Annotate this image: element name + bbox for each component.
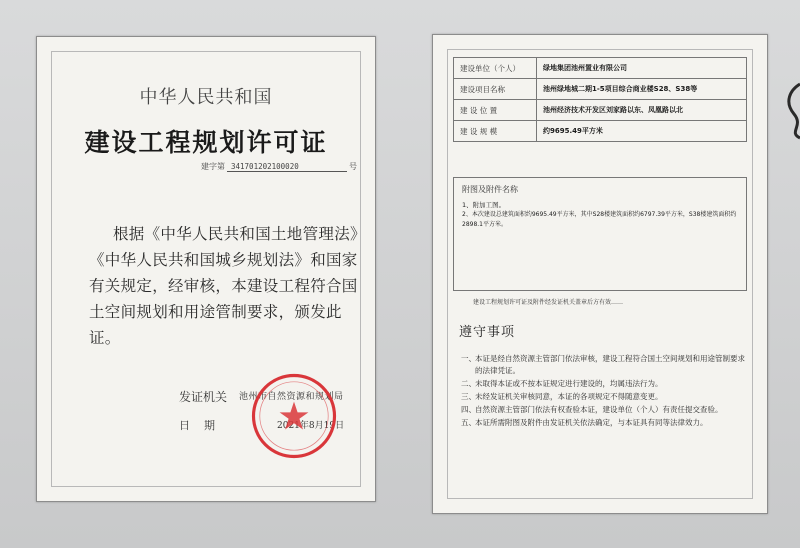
list-item — [461, 353, 751, 377]
item-number: 二、 — [461, 379, 476, 388]
row-label: 建设单位（个人） — [454, 58, 537, 79]
official-seal-icon — [249, 371, 339, 461]
cert-no-value: 341701202100020 — [227, 162, 347, 172]
row-value: 池州经济技术开发区刘家路以东、凤凰路以北 — [537, 100, 747, 121]
row-label: 建 设 规 模 — [454, 121, 537, 142]
attachment-line: 2、本次建设总建筑面积约9695.49平方米，其中S28楼建筑面积约6797.39平方米，S38楼建筑面积约2898.1平方米。 — [462, 211, 737, 228]
validity-note: 建设工程规划许可证及附件经发证机关盖章后方有效…… — [473, 299, 624, 306]
row-value: 约9695.49平方米 — [537, 121, 747, 142]
notice-list — [461, 353, 751, 430]
item-number: 四、 — [461, 405, 476, 414]
cert-no-suffix: 号 — [349, 162, 357, 171]
country-name: 中华人民共和国 — [139, 87, 273, 108]
date-label: 日期 — [179, 419, 229, 432]
attachment-header: 附图及附件名称 — [462, 185, 518, 194]
item-text: 未取得本证或不按本证规定进行建设的，均属违法行为。 — [475, 379, 663, 388]
item-number: 三、 — [461, 392, 476, 401]
issue-date: 2021年8月19日 — [277, 421, 345, 431]
attachment-line: 1、附加工图。 — [462, 201, 506, 209]
table-row — [454, 121, 747, 142]
project-info-table — [453, 57, 747, 142]
certificate-title: 建设工程规划许可证 — [84, 128, 328, 157]
row-label: 建 设 位 置 — [454, 100, 537, 121]
list-item — [461, 417, 751, 429]
certificate-detail-page — [432, 34, 768, 514]
item-number: 五、 — [461, 418, 476, 427]
row-value: 池州绿地城二期1-5项目综合商业楼S28、S38等 — [537, 79, 747, 100]
certificate-cover-page — [36, 36, 376, 502]
item-number: 一、 — [461, 354, 476, 363]
table-row — [454, 100, 747, 121]
row-label: 建设项目名称 — [454, 79, 537, 100]
issuer-name: 池州市自然资源和规划局 — [239, 392, 344, 402]
table-row — [454, 58, 747, 79]
item-text: 本证所需附图及附件由发证机关依法确定，与本证具有同等法律效力。 — [475, 418, 708, 427]
item-text: 未经发证机关审核同意，本证的各项规定不得随意变更。 — [475, 392, 663, 401]
item-text: 自然资源主管部门依法有权查验本证，建设单位（个人）有责任提交查验。 — [475, 405, 723, 414]
row-value: 绿地集团池州置业有限公司 — [537, 58, 747, 79]
item-text: 本证是经自然资源主管部门依法审核，建设工程符合国土空间规划和用途管制要求的法律凭证。 — [475, 354, 745, 375]
attachment-box — [453, 177, 747, 291]
issuer-label: 发证机关 — [179, 390, 228, 404]
cable-icon — [776, 80, 800, 140]
notice-title: 遵守事项 — [459, 325, 516, 340]
list-item — [461, 391, 751, 403]
table-row — [454, 79, 747, 100]
list-item — [461, 378, 751, 390]
list-item — [461, 404, 751, 416]
cert-no-prefix: 建字第 — [201, 162, 225, 171]
certificate-number — [201, 161, 357, 172]
certificate-body-text: 根据《中华人民共和国土地管理法》《中华人民共和国城乡规划法》和国家有关规定，经审核，本建设工程符合国土空间规划和用途管制要求，颁发此证。 — [89, 225, 359, 347]
